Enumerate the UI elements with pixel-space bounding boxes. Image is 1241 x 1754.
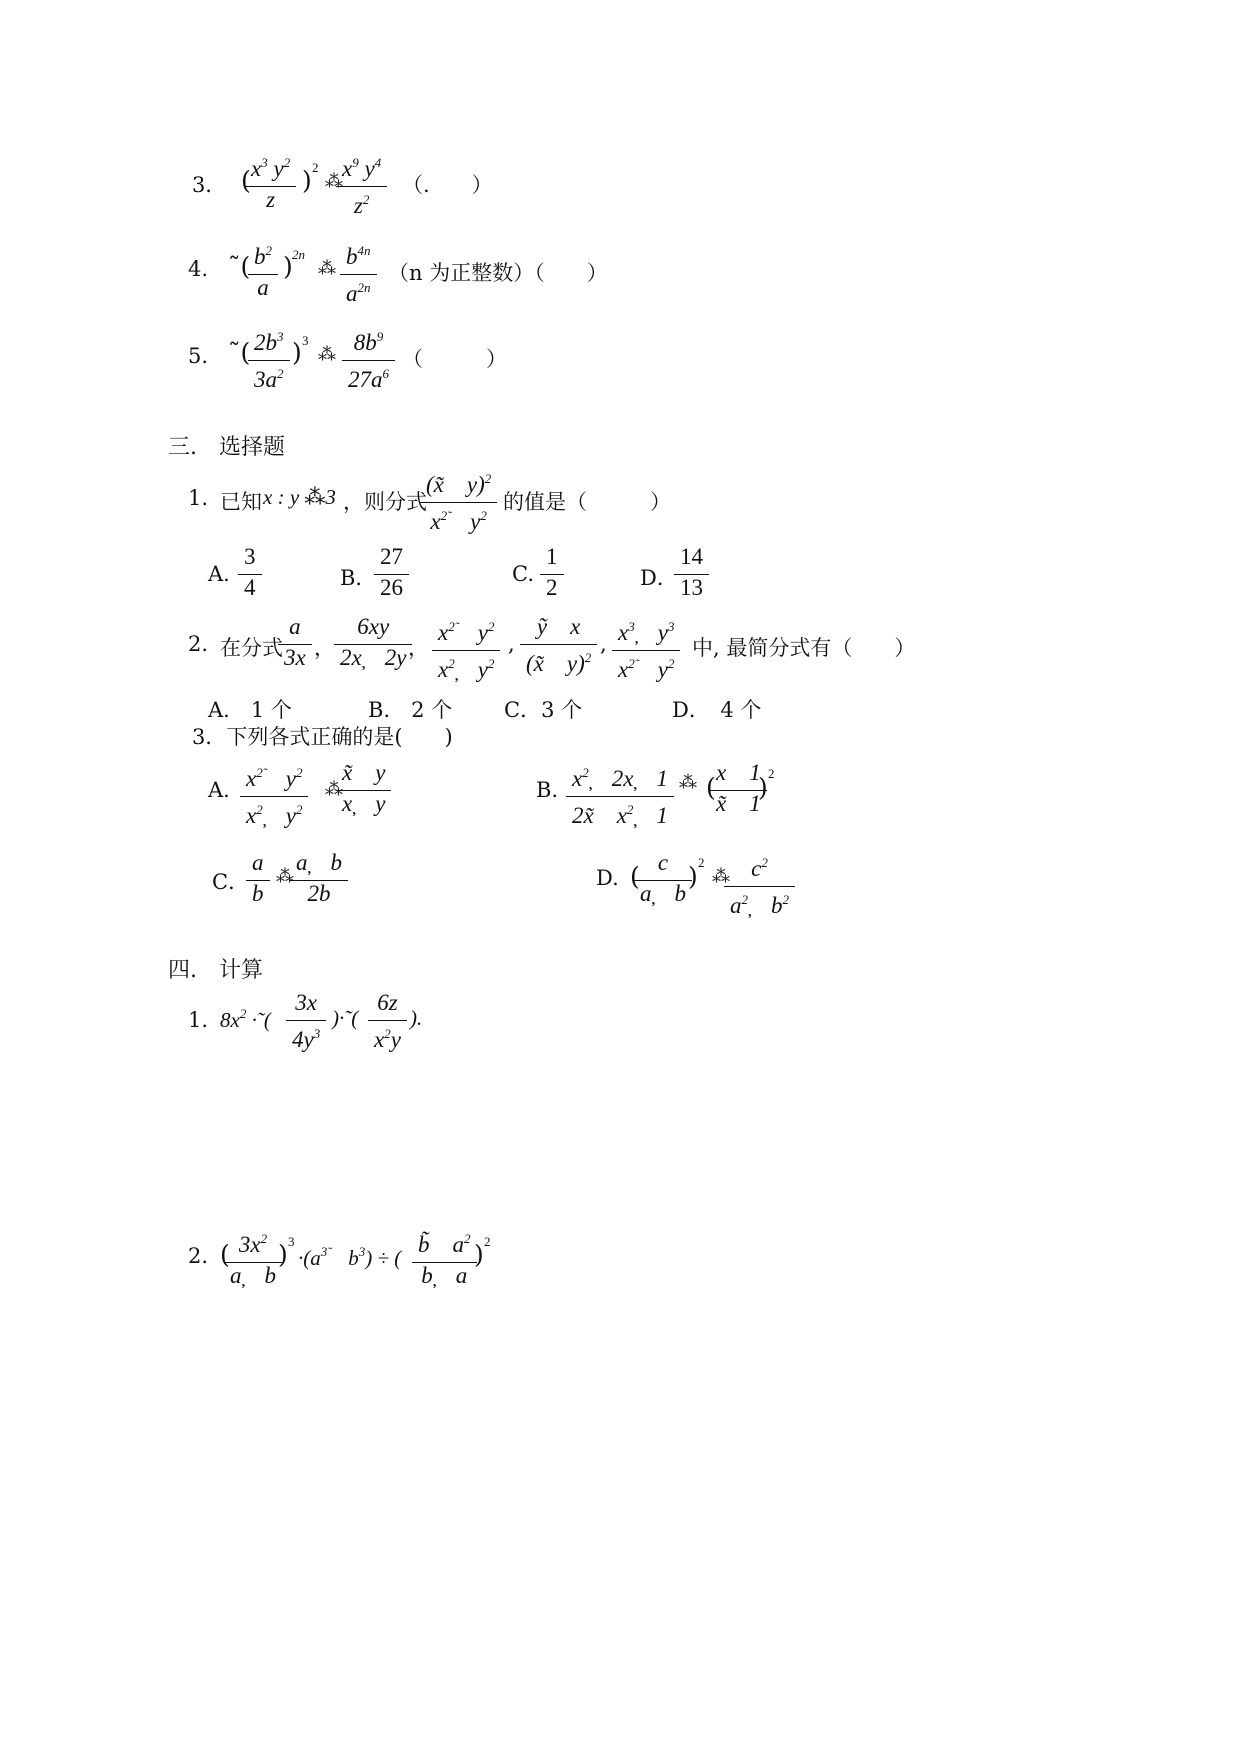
open-paren: ˜( bbox=[228, 338, 251, 367]
question-number: 2. bbox=[188, 632, 209, 656]
question-number: 3． bbox=[192, 173, 227, 197]
close-paren: ) bbox=[758, 773, 768, 802]
relation-glyph: ⁂ bbox=[325, 779, 343, 800]
fraction: $\frac{x^2̦ 2x̦ 1}{2x̃ x^2̦ 1}$ bbox=[566, 760, 674, 829]
expression: ). bbox=[410, 1006, 423, 1030]
option-fraction: $\frac{3}{4}$ bbox=[238, 544, 262, 601]
relation-glyph: ⁂ bbox=[679, 772, 697, 793]
answer-blank: （ ） bbox=[402, 347, 507, 371]
exponent: 2 bbox=[698, 855, 705, 870]
option-label[interactable]: A. bbox=[208, 562, 230, 586]
option-a[interactable]: A. 1 个 bbox=[208, 698, 292, 722]
fraction: $\frac{x 1}{x̃ 1}$ bbox=[710, 760, 767, 817]
question-number: 5. bbox=[188, 344, 209, 368]
fraction: $\frac{8b^9}{27a^6}$ bbox=[342, 324, 395, 393]
relation-glyph: ⁂ bbox=[318, 258, 336, 279]
fraction: $\frac{6xy}{2x̦ 2y}$ bbox=[334, 614, 412, 671]
option-label[interactable]: C． bbox=[212, 870, 250, 894]
fraction: $\frac{3x^2}{a̦ b}$ bbox=[224, 1226, 282, 1289]
fraction: $\frac{x^3̦ y^3}{x^{2̃} y^2}$ bbox=[612, 614, 680, 683]
question-text: 3．下列各式正确的是( ) bbox=[192, 725, 453, 749]
section-heading: 四. 计算 bbox=[168, 958, 263, 983]
question-number: 1. bbox=[188, 1008, 209, 1032]
option-b[interactable]: B. 2 个 bbox=[368, 698, 453, 722]
section-heading: 三. 选择题 bbox=[168, 435, 285, 460]
fraction: $\frac{x̃ y}{x̦ y}$ bbox=[336, 760, 391, 817]
separator: ， bbox=[314, 636, 335, 660]
question-text: 在分式 bbox=[220, 636, 283, 660]
option-label[interactable]: D． bbox=[640, 566, 678, 590]
relation-glyph: ⁂ bbox=[318, 344, 336, 365]
fraction: $\frac{a}{b}$ bbox=[246, 850, 270, 907]
relation-glyph: ⁂ bbox=[712, 866, 730, 887]
option-label[interactable]: B． bbox=[340, 566, 377, 590]
question-text: 中, 最简分式有（ ） bbox=[692, 636, 916, 660]
option-label[interactable]: B. bbox=[536, 778, 559, 802]
fraction: $\frac{a̦ b}{2b}$ bbox=[290, 850, 348, 907]
exponent: 2n bbox=[292, 247, 305, 262]
open-paren: ( bbox=[241, 166, 251, 195]
open-paren: ( bbox=[220, 1240, 230, 1269]
option-fraction: $\frac{27}{26}$ bbox=[374, 544, 409, 601]
open-paren: ˜( bbox=[228, 252, 251, 281]
fraction: $\frac{c^2}{a^2̦ b^2}$ bbox=[724, 850, 795, 919]
question-text: 的值是（ ） bbox=[503, 490, 671, 514]
option-label[interactable]: A. bbox=[208, 778, 230, 802]
fraction: $\frac{b̃ a^2}{b̦ a}$ bbox=[412, 1226, 477, 1289]
separator: , bbox=[508, 632, 515, 656]
fraction: $\frac{b^2}{a}$ bbox=[248, 238, 278, 301]
expression: )·˜( bbox=[332, 1006, 359, 1030]
separator: ， bbox=[408, 636, 429, 660]
close-paren: ) bbox=[283, 252, 293, 281]
question-number: 1. bbox=[188, 486, 209, 510]
fraction: $\frac{(x̃ y)^2}{x^{2̃} y^2}$ bbox=[420, 466, 497, 535]
expression: $8x^2$ ·˜( bbox=[220, 1006, 271, 1032]
fraction: $\frac{a}{3x}$ bbox=[278, 614, 312, 671]
fraction: $\frac{3x}{4y^3}$ bbox=[286, 990, 326, 1053]
exponent: 2 bbox=[484, 1234, 491, 1249]
condition: x : y ⁂3 bbox=[263, 485, 336, 509]
open-paren: ( bbox=[706, 773, 716, 802]
exponent: 3 bbox=[302, 333, 309, 348]
relation-glyph: ⁂ bbox=[276, 866, 294, 887]
exponent: 3 bbox=[288, 1234, 295, 1249]
question-text: 已知 bbox=[220, 490, 262, 514]
question-number: 2. bbox=[188, 1244, 209, 1268]
answer-blank: （. ） bbox=[402, 173, 493, 197]
fraction: $\frac{2b^3}{3a^2}$ bbox=[248, 324, 290, 393]
fraction: $\frac{c}{a̦ b}$ bbox=[634, 850, 692, 907]
exponent: 2 bbox=[768, 766, 775, 781]
relation-glyph: ⁂ bbox=[325, 171, 343, 192]
expression: $\cdot(a^{3̃}$ $b^3$) ÷ ( bbox=[298, 1244, 402, 1270]
fraction: $\frac{x^{2̃} y^2}{x^2̦ y^2}$ bbox=[432, 614, 500, 683]
close-paren: ) bbox=[302, 166, 312, 195]
question-text: ，则分式 bbox=[343, 490, 427, 514]
option-fraction: $\frac{14}{13}$ bbox=[674, 544, 709, 601]
question-note: （n 为正整数）（ ） bbox=[388, 261, 608, 285]
close-paren: ) bbox=[278, 1240, 288, 1269]
fraction: $\frac{6z}{x^2y}$ bbox=[368, 990, 407, 1053]
separator: , bbox=[600, 632, 607, 656]
close-paren: ) bbox=[292, 338, 302, 367]
fraction: $\frac{x^9 y^4}{z^2}$ bbox=[336, 150, 387, 219]
close-paren: ) bbox=[688, 862, 698, 891]
exponent: 2 bbox=[312, 160, 319, 175]
question-number: 4. bbox=[188, 257, 209, 281]
fraction: $\frac{x^3 y^2}{z}$ bbox=[245, 150, 296, 213]
option-label[interactable]: D. bbox=[596, 866, 619, 890]
option-d[interactable]: D． 4 个 bbox=[672, 698, 762, 722]
fraction: $\frac{\text{ỹ x}}{(x̃ y)^2}$ bbox=[520, 614, 597, 677]
fraction: $\frac{x^{2̃} y^2}{x^2̦ y^2}$ bbox=[240, 760, 308, 829]
option-fraction: $\frac{1}{2}$ bbox=[540, 544, 564, 601]
option-label[interactable]: C. bbox=[512, 562, 534, 586]
fraction: $\frac{b^{4n}}{a^{2n}}$ bbox=[340, 238, 377, 307]
option-c[interactable]: C．3 个 bbox=[504, 698, 583, 722]
close-paren: ) bbox=[474, 1240, 484, 1269]
open-paren: ( bbox=[630, 862, 640, 891]
